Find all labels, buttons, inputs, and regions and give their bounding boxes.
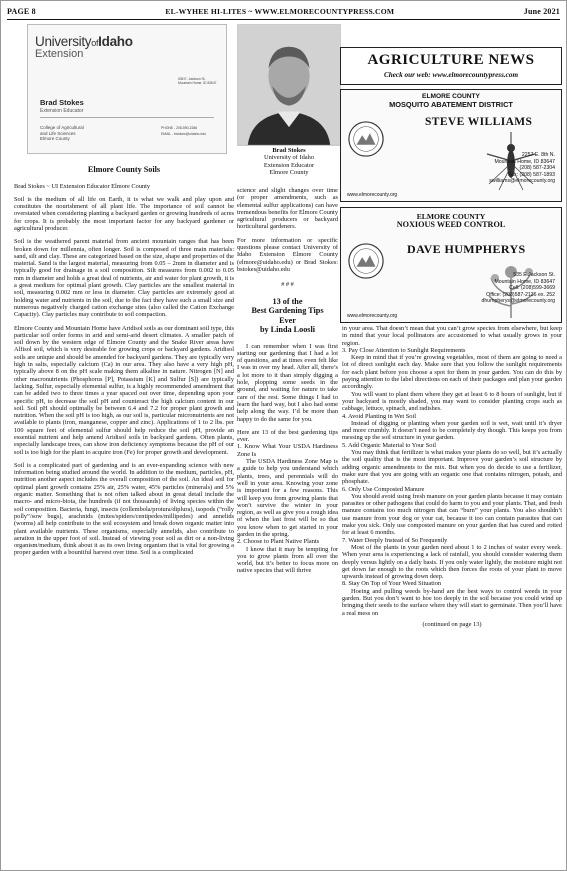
card-title: Extension Educator [40, 108, 84, 114]
article-paragraph: I know that it may be tempting for you to grow plants from all over the world, but it’s better to focus more on native species that will thrive [237, 545, 338, 575]
article-paragraph: I can remember when I was first starting our gardening that I had a lot of questions, and at times even felt like I was in over my head. After all, there’s a lot more to it than simply digging a hole, plopping some seeds in the ground, and waiting for nature to take care of the rest. Some things I had to learn the hard way, but I also had some help along the way. I’d be more than happy to do the same for you. [237, 342, 338, 423]
agriculture-news-box [340, 47, 562, 85]
article-paragraph: Here are 13 of the best gardening tips ever. [237, 428, 338, 444]
agriculture-news-sub: Check our web: www.elmorecountypress.com [383, 71, 519, 79]
gardening-tips-title: 13 of the Best Gardening Tips Ever by Linda Loosli [251, 296, 324, 335]
portrait-illustration [238, 25, 340, 145]
tip-heading: 4. Avoid Planting in Wet Soil [342, 412, 416, 420]
tip-heading: 3. Pay Close Attention to Sunlight Requirements [342, 346, 466, 354]
tip-heading: 8. Stay On Top of Your Weed Situation [342, 580, 442, 588]
gardening-tips-continued [342, 325, 562, 869]
tip-heading: 6. Only Use Composted Manure [342, 485, 425, 493]
mosquito-ad-person: STEVE WILLIAMS [425, 116, 533, 128]
photo-caption: Brad Stokes University of Idaho Extension Educator Elmore County [263, 147, 315, 177]
article-paragraph: Soil is the weathered parent material from ancient mountain ranges that has been broken down for millennia, often longer. Soil is composed of three main materials: sand, silt and clay. These are categorized based on the size, shape and properties of the material. Sand is the largest material, measuring from 0.05 – 2mm in diameter and is typically good for drainage in a soil composition. Silt measures from 0.002 to 0.05 mm in diameter and holds a great deal of nutrients, air and water for plant growth, it is a great medium for optimal plant growth. Clay particles are the smallest material in soil, measuring 0.002 mm or less in diameter. Clay particles are extremely good at holding water and nutrients in the soil, due to the fact they have such a small size and numerous negatively charged cation exchange sites (also called the Cation Exchange Capacity). Clay particles may contribute to soil compaction. [14, 238, 234, 319]
tip-heading: 1. Know What Your USDA Hardiness Zone Is [237, 443, 338, 458]
card-contact: PHONE - 208-590-2286 EMAIL - bstokes@uidaho.edu [161, 126, 206, 136]
county-seal-icon [347, 242, 385, 280]
tip-heading: 5. Add Organic Material to Your Soil [342, 441, 436, 449]
article-paragraph: You will want to plant them where they get at least 6 to 8 hours of sunlight, but if your backyard is mostly shaded, you may want to consider planting crops such as cabbage, lettuce, spinach, and radishes. [342, 390, 562, 413]
article-paragraph: Instead of digging or planting when your garden soil is wet, wait until it’s dryer and more crumbly. It doesn’t need to be completely dry though. This keeps you from messing up the soil structure in your garden. [342, 419, 562, 442]
uidaho-logo: UniversityofIdaho [35, 34, 133, 49]
masthead: EL-WYHEE HI-LITES ~ WWW.ELMORECOUNTYPRESS.COM [165, 6, 395, 16]
mosquito-ad-contact: 2257 E. 8th N. Mountain Home, ID 83647 (208) 587-2304 Fax: (208) 587-1893 swilliams@elmorecounty.org [489, 152, 555, 185]
noxious-weed-ad: ELMORE COUNTY NOXIOUS WEED CONTROL DAVE HUMPHERYS 535 E Jackson St. Mountain Home, ID 83647 Cell: (208)599-3669 Office: (208)587-2136 ex. 252 dhumpherys@elmorecounty.org www.elmorecounty.org [340, 207, 562, 323]
weed-ad-person: DAVE HUMPHERYS [407, 242, 526, 256]
weed-ad-website[interactable]: www.elmorecounty.org [347, 313, 398, 319]
tip-heading: 7. Water Deeply Instead of So Frequently [342, 536, 448, 544]
article-paragraph: science and slight changes over time (or proper amendments, such as elemental sulfur applications) can have tremendous benefits for Elmore County agricultural producers or backyard horticultural gardeners. [237, 187, 338, 231]
extension-logo-text: Extension [35, 48, 84, 60]
mosquito-ad-website[interactable]: www.elmorecounty.org [347, 192, 398, 198]
article-paragraph: You may think that fertilizer is what makes your plants do so well, but it’s actually the soil quality that is the most important. Improve your garden’s soil structure by adding organic amendments to the mix. But when you do decide to use a fertilizer, make sure that you are going with an organic one that contains nitrogen, potash, and phosphate. [342, 449, 562, 486]
continued-notice[interactable]: (continued on page 13) [422, 620, 482, 628]
article-byline: Brad Stokes ~ UI Extension Educator Elmore County [14, 182, 151, 190]
article-paragraph: Soil is the medium of all life on Earth, it is what we walk and play upon and constitutes the nourishment of all plant life. The importance of soil cannot be overstated when considering planting a backyard garden or growing hundreds of acres for crops. It is probably the most important factor for any backyard gardener or agricultural producer. [14, 195, 234, 232]
issue-date: June 2021 [523, 6, 560, 16]
agriculture-news-title: AGRICULTURE NEWS [367, 52, 535, 68]
middle-column [237, 187, 338, 869]
article-paragraph: Most of the plants in your garden need about 1 to 2 inches of water every week. When your area is experiencing a lack of rainfall, you should consider watering them deeply versus lightly on a daily basis. If you only water lightly, the moisture might not get down far enough to the roots which then forces the roots of your plant to move upwards instead of growing down deep. [342, 543, 562, 581]
mosquito-abatement-ad: ELMORE COUNTY MOSQUITO ABATEMENT DISTRICT STEVE WILLIAMS 2257 E. 8th N. Mountain Home, ID 83647 (208) 587-2304 Fax: (208) 587-1893 swilliams@elmorecounty.org www.elmorecounty.org [340, 89, 562, 202]
business-card [27, 24, 227, 154]
article-paragraph: Soil is a complicated part of gardening and is an ever-expanding science with new information being studied around the world. In addition to the medium, particles, pH, nutrition another aspect includes the overall composition of the soil. An ideal soil for optimal plant growth contains 25% air, 25% water, 45% particles (minerals) and 5% organic matter. Something that is not often talked about in great detail include the macro- and micro-biota, the hundreds (if not thousands) of living species within the soil composition. Bacteria, fungi, insects (collembola/protura/diplura), isopods (“rolly polly”/sow bugs), arachnids (mites/spiders/centipedes/millipedes) and annelids (worms) all help contribute to the soil ecosystem and break down organic matter into plant available nutrients. These organisms, especially annelids, also contribute to aeration in the upper foot of soil. Instead of viewing your soil as dirt or a non-living organism/medium, think about it as its own living organism that is vital for growing a proper garden with a bountiful harvest over time. Soil is a complicated [14, 461, 234, 557]
article-paragraph: Hoeing and pulling weeds by-hand are the best ways to control weeds in your garden. But you don’t want to hoe too deeply in the soil because you could wind up bringing their seeds to the surface where they will start to germinate. Then you’ll have a real mess on [342, 587, 562, 617]
article-paragraph: Elmore County and Mountain Home have Aridisol soils as our dominant soil type, this particular soil order forms in arid and semi-arid desert climates. A smaller patch of soil down by the western edge of Elmore County and the Snake River areas have Alfisol soil, which is very desirable for growing crops or backyard gardens. Aridisol soils are unique and should be amended for backyard gardens. They are typically very high in salts, especially calcium (Ca) in our area. They also have a very high pH, typically above 8 on the pH scale making them alkaline in nature. Nitrogen [N] and other macronutrients (Phosphorus [P], Potassium [K] and Sulfur [S]) are typically lacking. Sulfur, especially elemental sulfur, is a highly recommended amendment that can be added two to three times a year spaced out over time, depending upon your specific pH, to decrease the soil pH and counteract the high calcium content in our soil. Soil pH should optimally be between 6.4 and 7.2 for proper plant growth and nutrition. When the soil pH is too high, as our soil is, particular micronutrients are not available to plants (iron, manganese, copper and zinc). Applications of 1 to 2 lbs. per 100 square feet of elemental sulfur should help reduce the soil pH, provide an essential nutrient and help amend Aridisol soils in backyard gardens. Often plants, especially landscape trees, can show iron deficiency symptoms because the pH of our soil is too high for the plant to acquire iron (Fe) for proper growth and development. [14, 324, 234, 456]
article-paragraph: in your area. That doesn’t mean that you can’t grow species from elsewhere, but keep in mind that your local pollinators are accustomed to what usually grows in your region. [342, 325, 562, 347]
portrait-photo [237, 24, 341, 146]
article-paragraph: The USDA Hardiness Zone Map is a guide to help you understand which plants, trees, and perennials will do well in your area. Knowing your zone is important for a few reasons. This will keep you from growing plants that won’t survive the winter in your region, as well as give you a rough idea of when the last frost will be so that you know when to get started in your garden in the spring. [237, 458, 338, 538]
county-seal-icon [347, 120, 385, 158]
card-college: College of Agricultural and Life Sciences Elmore County [40, 125, 84, 142]
article-paragraph: You should avoid using fresh manure on your garden plants because it may contain parasites or other pathogens that could do harm to you and your plants. That, and fresh manure contains too much nitrogen that can “burn” your plants. You also shouldn’t use manure from your dog or your cat, because it too can contain parasites that can make you sick. Only use composted manure on your garden that has cured and rotted for at least 6 months. [342, 492, 562, 537]
card-divider [40, 117, 214, 118]
tip-heading: 2. Choose to Plant Native Plants [237, 538, 320, 546]
page-number: PAGE 8 [7, 6, 36, 16]
card-address: 535 E. Jackson St. Mountain Home, ID 83647 [178, 77, 217, 86]
page-header [7, 4, 560, 18]
article-paragraph: For more information or specific questions please contact University of Idaho Extension Elmore County (elmore@uidaho.edu) or Brad Stokes: bstokes@uidaho.edu [237, 236, 338, 273]
article-title: Elmore County Soils [87, 165, 161, 174]
header-rule [7, 19, 560, 20]
article-end-mark: # # # [281, 281, 294, 289]
weed-ad-contact: 535 E Jackson St. Mountain Home, ID 83647 Cell: (208)599-3669 Office: (208)587-2136 ex. 252 dhumpherys@elmorecounty.org [481, 272, 555, 305]
card-name: Brad Stokes [40, 98, 84, 107]
article-elmore-soils [14, 165, 234, 869]
article-paragraph: Keep in mind that if you’re growing vegetables, most of them are going to need a lot of direct sunlight each day. Make sure that you follow the sunlight requirements for each plant before you choose a spot for them in your garden. You can do this by paying attention to the label directions on each of their packages and plan your garden accordingly. [342, 354, 562, 391]
